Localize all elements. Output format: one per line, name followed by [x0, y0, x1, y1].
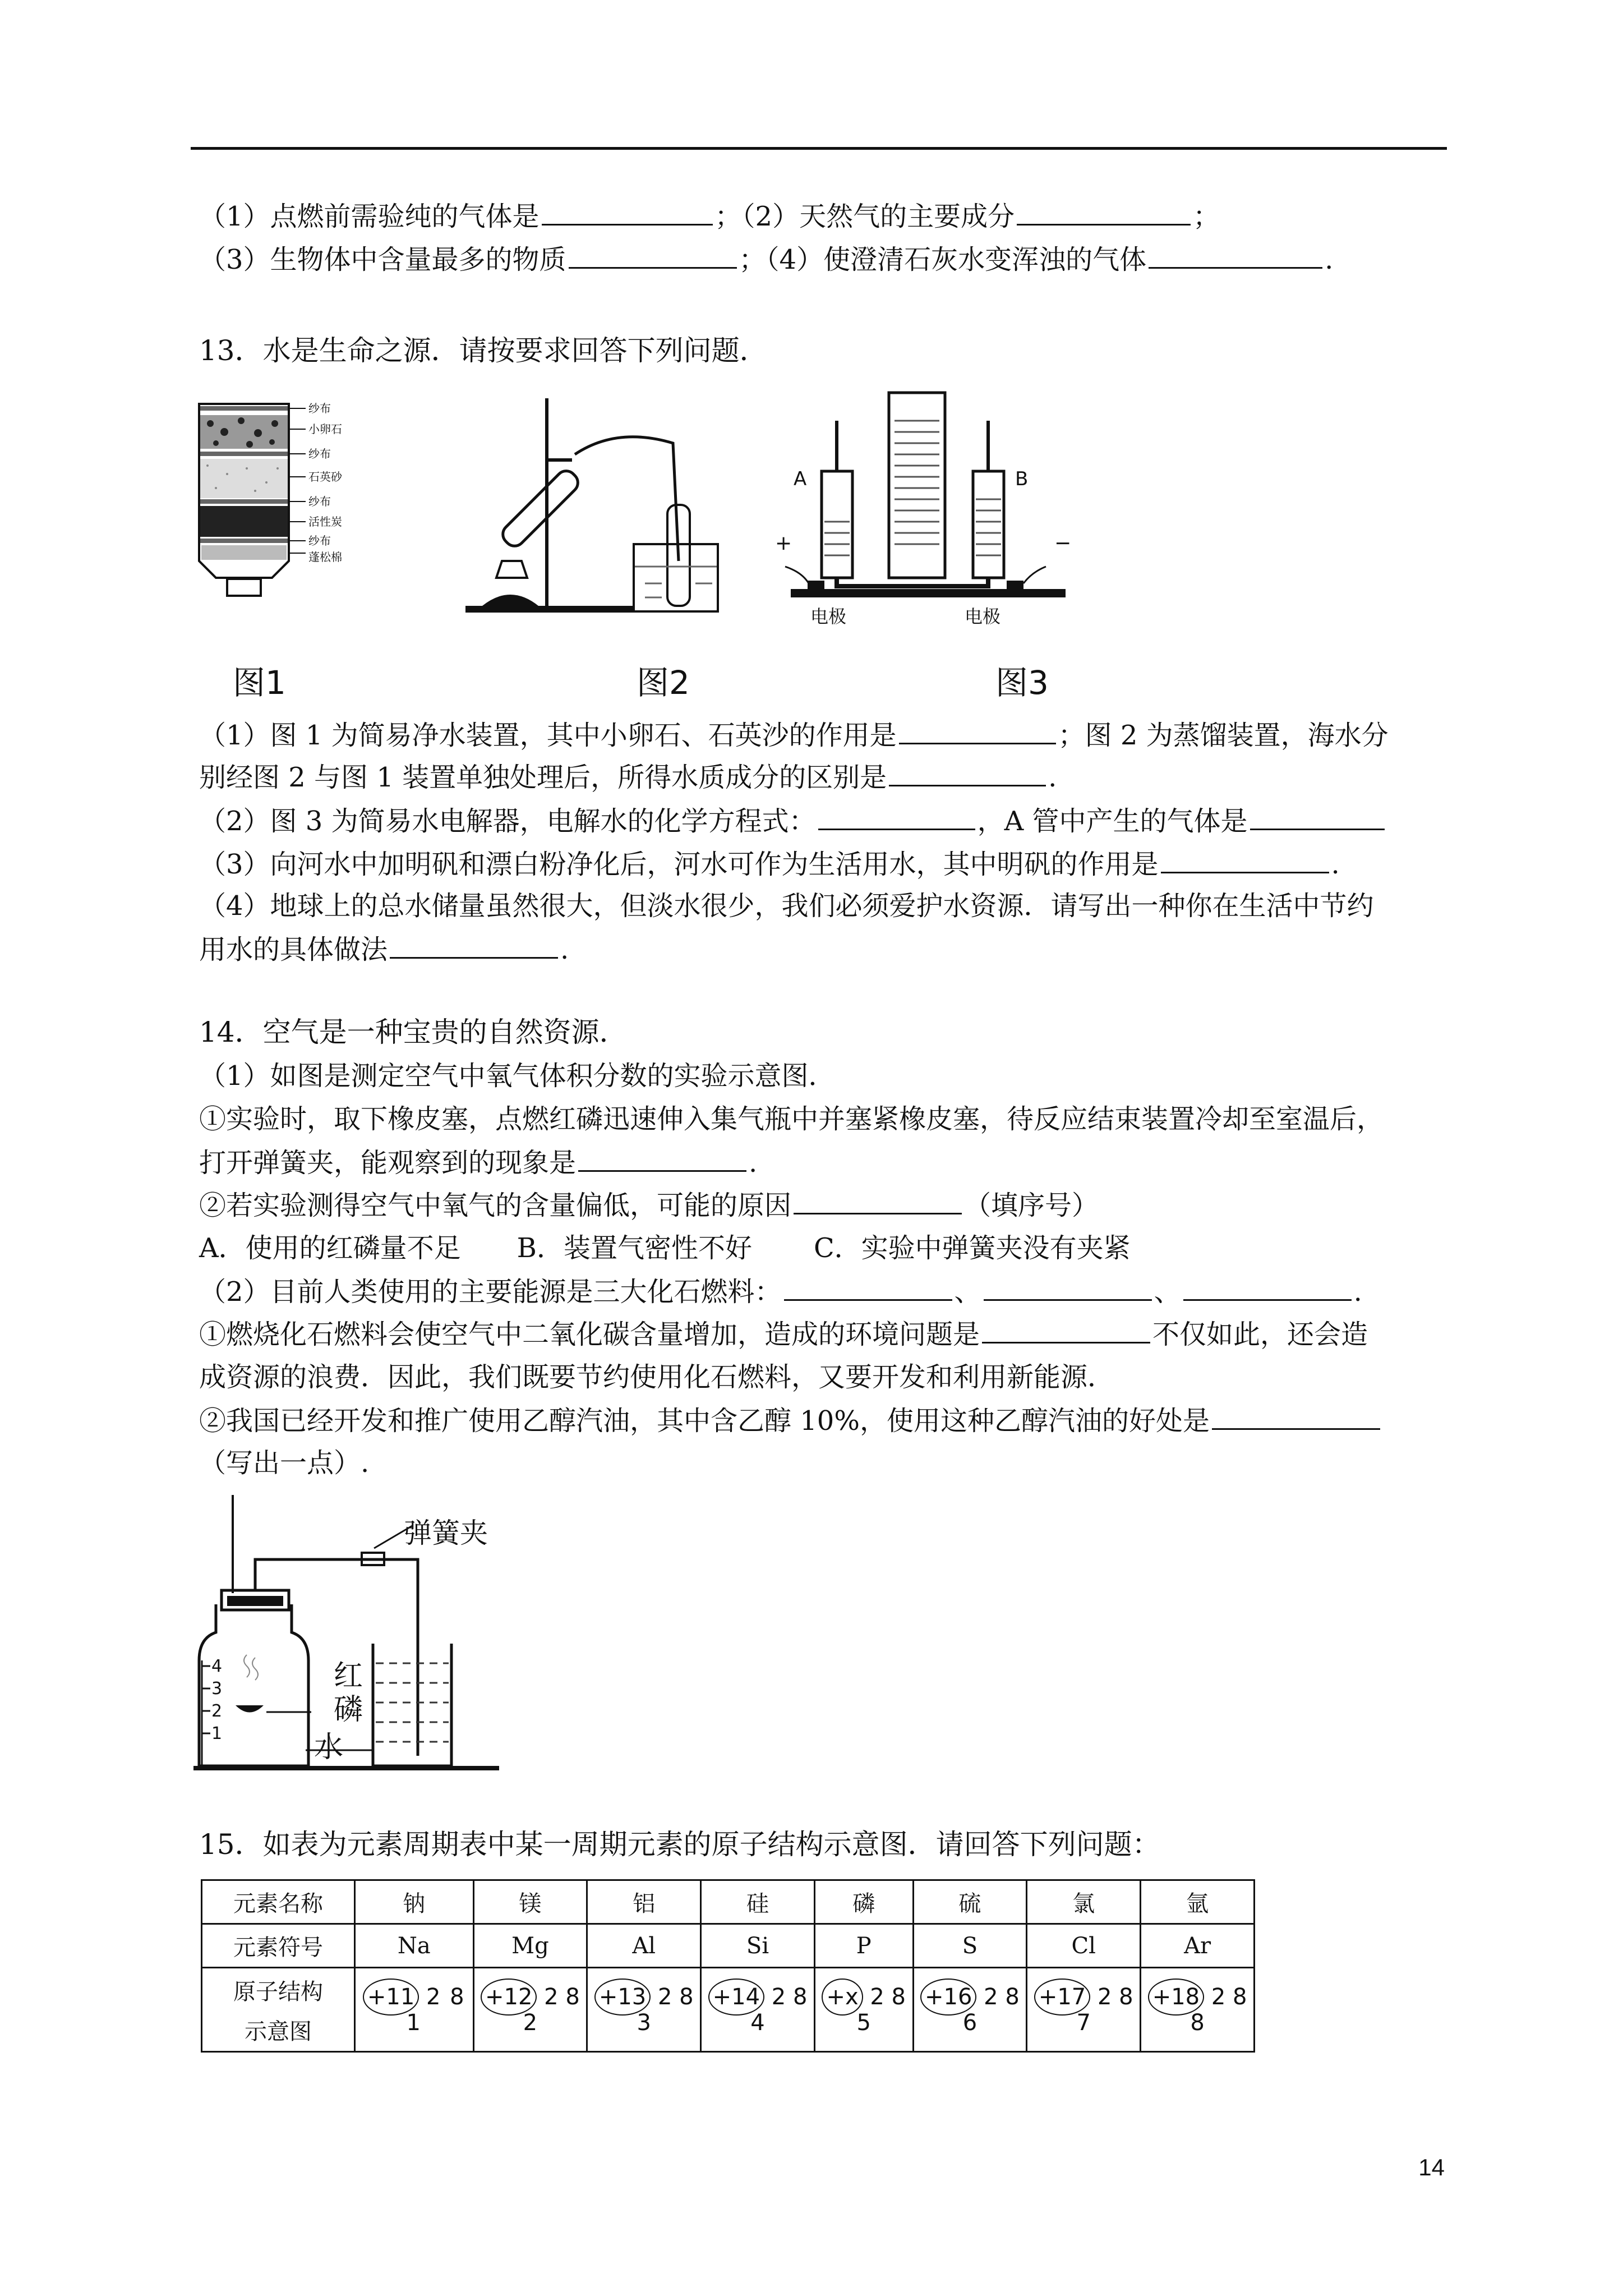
- answer-blank[interactable]: [1212, 1404, 1380, 1430]
- atom-structure: [913, 1968, 1027, 2052]
- electrolysis-figure: [768, 387, 1133, 639]
- atom-nucleus: +14: [708, 1978, 764, 2016]
- q13-text: （3）向河水中加明矾和漂白粉净化后，河水可作为生活用水，其中明矾的作用是: [199, 849, 1159, 880]
- fig1-label: 纱布: [308, 402, 331, 415]
- element-name: 氩: [1141, 1880, 1255, 1924]
- electrode-label: 电极: [965, 606, 1001, 627]
- atom-nucleus: +17: [1034, 1978, 1090, 2016]
- fig1-label: 纱布: [308, 447, 331, 461]
- answer-blank[interactable]: [1017, 199, 1191, 226]
- row-header-line: 原子结构: [233, 1978, 323, 2005]
- q12-text: ；: [1193, 201, 1220, 232]
- atom-structure: [1027, 1968, 1141, 2052]
- q13-text: 别经图 2 与图 1 装置单独处理后，所得水质成分的区别是: [199, 762, 887, 793]
- q13-text: ；图 2 为蒸馏装置，海水分: [1058, 720, 1389, 751]
- fig1-label: 活性炭: [308, 515, 342, 528]
- answer-blank[interactable]: [578, 1145, 746, 1172]
- answer-blank[interactable]: [569, 242, 737, 269]
- atom-shells: 2 8 1: [406, 1984, 465, 2036]
- atom-shells: 2 8 2: [523, 1984, 580, 2036]
- q13-p1-line1: [199, 718, 1389, 752]
- q13-text: .: [560, 934, 569, 965]
- answer-blank[interactable]: [390, 932, 558, 959]
- red-phosphorus-label-2: 磷: [334, 1693, 363, 1727]
- figure-3-caption: 图3: [995, 664, 1049, 702]
- q14-text: 不仅如此，还会造: [1152, 1319, 1368, 1350]
- q14-s1-line2: [199, 1145, 757, 1180]
- q13-text: （1）图 1 为简易净水装置，其中小卵石、石英沙的作用是: [199, 720, 897, 751]
- atom-shells: 2 8 3: [637, 1984, 694, 2036]
- distillation-figure: [443, 393, 757, 628]
- q13-p3: [199, 847, 1340, 881]
- atom-structure: [1141, 1968, 1255, 2052]
- q14-text: （填序号）: [964, 1190, 1099, 1221]
- option-a: A．使用的红磷量不足: [199, 1232, 461, 1264]
- positive-label: +: [775, 532, 792, 555]
- q14-text: （2）目前人类使用的主要能源是三大化石燃料：: [199, 1276, 782, 1308]
- q13-p2: [199, 804, 1387, 838]
- element-name: 氯: [1027, 1880, 1141, 1924]
- element-symbol: Al: [587, 1924, 701, 1968]
- figure-2-caption: 图2: [637, 664, 690, 702]
- atom-shells: 2 8 4: [750, 1984, 808, 2036]
- red-phosphorus-label-1: 红: [334, 1659, 363, 1693]
- option-c: C．实验中弹簧夹没有夹紧: [813, 1232, 1131, 1264]
- option-b: B．装置气密性不好: [517, 1232, 752, 1264]
- element-symbol: Si: [701, 1924, 815, 1968]
- element-symbol: Cl: [1027, 1924, 1141, 1968]
- answer-blank[interactable]: [542, 199, 713, 226]
- element-symbol: Ar: [1141, 1924, 1255, 1968]
- tube-b-label: B: [1015, 468, 1029, 490]
- spring-clip-label: 弹簧夹: [404, 1517, 488, 1549]
- q14-text: 、: [954, 1276, 981, 1308]
- water-filter-figure: [193, 398, 362, 623]
- fig1-label: 石英砂: [308, 470, 342, 484]
- fig1-label: 小卵石: [308, 422, 342, 436]
- q13-text: （4）地球上的总水储量虽然很大，但淡水很少，我们必须爱护水资源．请写出一种你在生活中节约: [199, 890, 1374, 922]
- q14-options: [199, 1231, 1131, 1265]
- electrode-label: 电极: [810, 606, 847, 627]
- oxygen-experiment-figure: [193, 1492, 530, 1784]
- q14-text: ②我国已经开发和推广使用乙醇汽油，其中含乙醇 10%，使用这种乙醇汽油的好处是: [199, 1405, 1210, 1437]
- atom-nucleus: +12: [481, 1978, 537, 2016]
- atom-structure: [814, 1968, 913, 2052]
- atom-nucleus: +11: [363, 1978, 419, 2016]
- figure-1-caption: 图1: [233, 664, 286, 702]
- answer-blank[interactable]: [899, 718, 1056, 744]
- q14-text: ②若实验测得空气中氧气的含量偏低，可能的原因: [199, 1190, 792, 1221]
- q14-s3-line2: 成资源的浪费．因此，我们既要节约使用化石燃料，又要开发和利用新能源．: [199, 1361, 1115, 1393]
- atom-structure: [701, 1968, 815, 2052]
- fig1-label: 纱布: [308, 495, 331, 508]
- header-rule: [191, 147, 1447, 150]
- element-symbol: Mg: [473, 1924, 587, 1968]
- fig1-label: 纱布: [308, 534, 331, 547]
- q14-s4-line2: （写出一点）.: [199, 1447, 370, 1479]
- q14-text: 打开弹簧夹，能观察到的现象是: [199, 1147, 577, 1179]
- answer-blank[interactable]: [1161, 847, 1329, 873]
- q12-text: （1）点燃前需验纯的气体是: [199, 201, 540, 232]
- element-name: 硫: [913, 1880, 1027, 1924]
- q14-s3-line1: [199, 1317, 1368, 1351]
- water-label: 水: [314, 1731, 344, 1764]
- q14-s4-line1: [199, 1404, 1382, 1438]
- row-header: [202, 1968, 355, 2052]
- answer-blank[interactable]: [984, 1274, 1152, 1301]
- table-row: [202, 1968, 1255, 2052]
- atom-shells: 2 8 6: [962, 1984, 1020, 2036]
- atom-structure: [473, 1968, 587, 2052]
- scale-mark: 3: [211, 1679, 223, 1699]
- q14-s1-line1: ①实验时，取下橡皮塞，点燃红磷迅速伸入集气瓶中并塞紧橡皮塞，待反应结束装置冷却至室温后，: [199, 1103, 1384, 1135]
- element-name: 钠: [355, 1880, 474, 1924]
- q12-text: .: [1325, 244, 1334, 275]
- q13-text: ，A 管中产生的气体是: [977, 806, 1248, 837]
- negative-label: −: [1054, 532, 1072, 555]
- q13-text: .: [1331, 849, 1340, 880]
- q12-line-1: [199, 199, 1220, 233]
- element-name: 镁: [473, 1880, 587, 1924]
- q14-title: 14．空气是一种宝贵的自然资源．: [199, 1016, 628, 1048]
- q15-title: 15．如表为元素周期表中某一周期元素的原子结构示意图．请回答下列问题：: [199, 1828, 1160, 1861]
- element-name: 磷: [814, 1880, 913, 1924]
- answer-blank[interactable]: [784, 1274, 952, 1301]
- q13-p4-line2: [199, 932, 569, 967]
- q13-text: （2）图 3 为简易水电解器，电解水的化学方程式：: [199, 806, 816, 837]
- tube-a-label: A: [794, 468, 807, 490]
- q12-text: ；（4）使澄清石灰水变浑浊的气体: [739, 244, 1147, 275]
- page-number: 14: [1418, 2154, 1445, 2180]
- answer-blank[interactable]: [889, 760, 1046, 786]
- atom-structure: [587, 1968, 701, 2052]
- row-header: 元素符号: [202, 1924, 355, 1968]
- row-header-line: 示意图: [245, 2018, 312, 2045]
- element-name: 铝: [587, 1880, 701, 1924]
- element-name: 硅: [701, 1880, 815, 1924]
- atom-shells: 2 8 5: [856, 1984, 906, 2036]
- q14-s2: [199, 1188, 1099, 1222]
- atom-structure: [355, 1968, 474, 2052]
- answer-blank[interactable]: [982, 1317, 1150, 1343]
- q14-text: 、: [1154, 1276, 1181, 1308]
- q14-text: .: [749, 1147, 758, 1179]
- atom-nucleus: +x: [822, 1978, 863, 2016]
- element-symbol: Na: [355, 1924, 474, 1968]
- q12-line-2: [199, 242, 1333, 277]
- element-symbol: P: [814, 1924, 913, 1968]
- table-row: [202, 1924, 1255, 1968]
- q13-title: 13．水是生命之源．请按要求回答下列问题．: [199, 334, 768, 367]
- answer-blank[interactable]: [794, 1188, 962, 1214]
- fig1-label: 蓬松棉: [308, 550, 342, 564]
- scale-mark: 1: [211, 1724, 223, 1743]
- scale-mark: 4: [211, 1657, 223, 1676]
- q14-p1: （1）如图是测定空气中氧气体积分数的实验示意图．: [199, 1060, 836, 1092]
- atom-nucleus: +13: [594, 1978, 651, 2016]
- answer-blank[interactable]: [1183, 1274, 1352, 1301]
- answer-blank[interactable]: [1250, 804, 1385, 830]
- atom-shells: 2 8 8: [1190, 1984, 1247, 2036]
- element-symbol: S: [913, 1924, 1027, 1968]
- q14-text: .: [1353, 1276, 1362, 1308]
- row-header: 元素名称: [202, 1880, 355, 1924]
- answer-blank[interactable]: [818, 804, 975, 830]
- q12-text: ；（2）天然气的主要成分: [714, 201, 1015, 232]
- atom-nucleus: +18: [1148, 1978, 1204, 2016]
- q13-p4-line1: [199, 889, 1374, 923]
- atom-nucleus: +16: [920, 1978, 976, 2016]
- q13-p1-line2: [199, 760, 1057, 794]
- q13-text: 用水的具体做法: [199, 934, 388, 965]
- periodic-table: [201, 1879, 1255, 2053]
- q13-text: .: [1048, 762, 1057, 793]
- answer-blank[interactable]: [1149, 242, 1322, 269]
- q14-p2: [199, 1274, 1362, 1309]
- table-row: [202, 1880, 1255, 1924]
- q14-text: ①燃烧化石燃料会使空气中二氧化碳含量增加，造成的环境问题是: [199, 1319, 980, 1350]
- scale-mark: 2: [211, 1701, 223, 1721]
- atom-shells: 2 8 7: [1076, 1984, 1133, 2036]
- q12-text: （3）生物体中含量最多的物质: [199, 244, 566, 275]
